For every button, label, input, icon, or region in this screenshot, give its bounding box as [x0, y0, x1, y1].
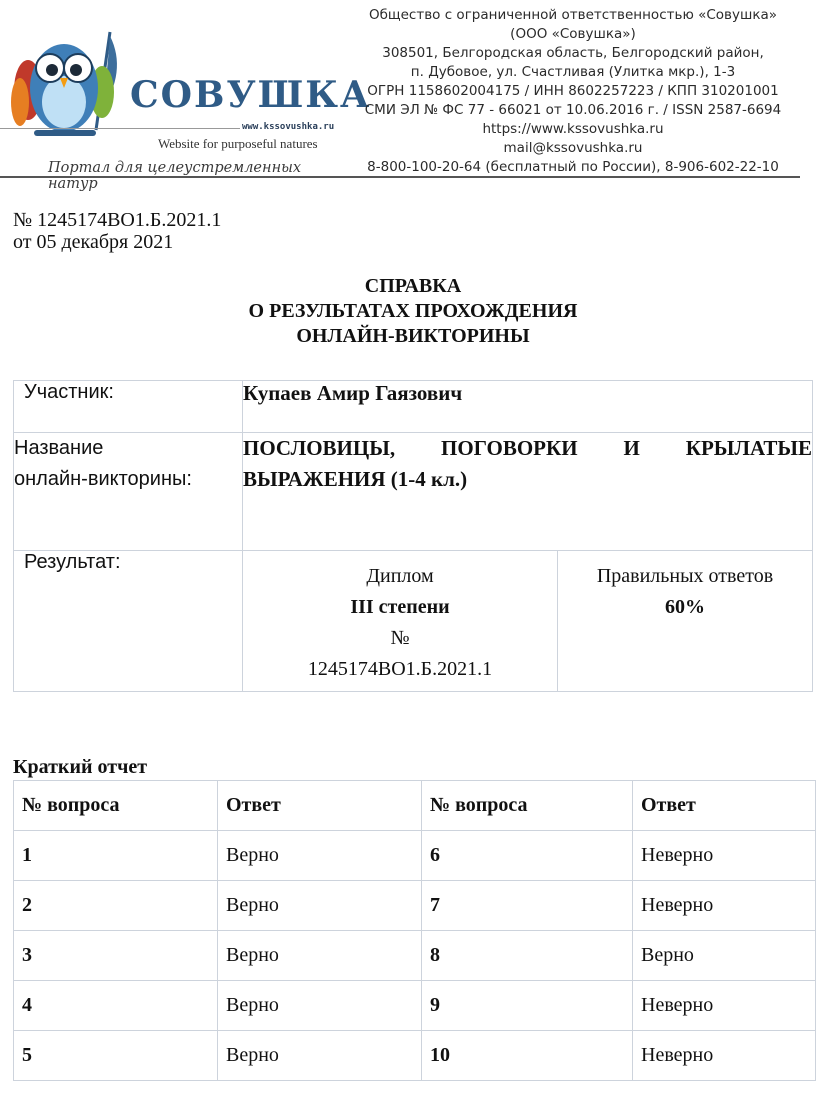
diploma-number: 1245174ВО1.Б.2021.1: [307, 658, 493, 680]
answer-status: Верно: [218, 981, 422, 1031]
document-date: от 05 декабря 2021: [13, 231, 174, 253]
question-number: 10: [422, 1031, 633, 1081]
answer-status: Неверно: [633, 1031, 816, 1081]
col-header: Ответ: [218, 781, 422, 831]
participant-row: [14, 381, 813, 433]
company-line: СМИ ЭЛ № ФС 77 - 66021 от 10.06.2016 г. / ISSN 2587-6694: [364, 102, 782, 118]
diploma-line: №: [390, 627, 410, 649]
owl-logo-icon: [10, 30, 140, 140]
quiz-label: [14, 433, 243, 551]
question-number: 1: [14, 831, 218, 881]
table-row: [14, 831, 816, 881]
answer-status: Верно: [633, 931, 816, 981]
title-line: ОНЛАЙН-ВИКТОРИНЫ: [296, 325, 530, 347]
company-line: п. Дубовое, ул. Счастливая (Улитка мкр.), 1-3: [410, 64, 736, 80]
result-row: [14, 551, 813, 692]
page-title: [0, 274, 816, 349]
diploma-cell: [243, 551, 558, 692]
header-divider: [0, 176, 800, 178]
company-email[interactable]: mail@kssovushka.ru: [503, 140, 643, 156]
question-number: 4: [14, 981, 218, 1031]
logo-divider: [0, 128, 240, 129]
logo-site: www.kssovushka.ru: [242, 122, 335, 132]
document-number: № 1245174ВО1.Б.2021.1: [13, 209, 222, 231]
diploma-line: Диплом: [366, 565, 434, 587]
quiz-name: ПОСЛОВИЦЫ, ПОГОВОРКИ И КРЫЛАТЫЕ ВЫРАЖЕНИЯ (1-4 кл.): [243, 433, 813, 551]
col-header: Ответ: [633, 781, 816, 831]
logo-tagline: Website for purposeful natures: [158, 136, 318, 151]
question-number: 3: [14, 931, 218, 981]
document-meta: [13, 209, 221, 253]
question-number: 2: [14, 881, 218, 931]
report-title: Краткий отчет: [13, 756, 148, 778]
answer-status: Верно: [218, 931, 422, 981]
table-row: [14, 981, 816, 1031]
col-header: № вопроса: [14, 781, 218, 831]
quiz-label-line: онлайн-викторины:: [14, 468, 192, 490]
company-link[interactable]: https://www.kssovushka.ru: [482, 121, 664, 137]
logo-name: СОВУШКА: [130, 74, 372, 116]
logo-slogan: Портал для целеустремленных натур: [48, 160, 302, 192]
diploma-degree: III степени: [350, 596, 450, 618]
company-line: Общество с ограниченной ответственностью «Совушка»: [368, 7, 778, 23]
answer-status: Верно: [218, 1031, 422, 1081]
answer-status: Верно: [218, 831, 422, 881]
result-label: Результат:: [14, 551, 243, 692]
table-row: [14, 931, 816, 981]
correct-answers-cell: [558, 551, 813, 692]
correct-answers-value: 60%: [665, 596, 705, 618]
answer-status: Неверно: [633, 831, 816, 881]
question-number: 7: [422, 881, 633, 931]
logo: [10, 30, 372, 192]
info-table: [13, 380, 813, 692]
company-phone: 8-800-100-20-64 (бесплатный по России), 8-906-602-22-10: [367, 159, 779, 175]
title-line: О РЕЗУЛЬТАТАХ ПРОХОЖДЕНИЯ: [248, 300, 578, 322]
answer-status: Верно: [218, 881, 422, 931]
company-line: (ООО «Совушка»): [510, 26, 636, 42]
quiz-row: [14, 433, 813, 551]
participant-label: Участник:: [14, 381, 243, 433]
col-header: № вопроса: [422, 781, 633, 831]
question-number: 5: [14, 1031, 218, 1081]
table-row: [14, 881, 816, 931]
participant-name: Купаев Амир Гаязович: [243, 381, 813, 433]
company-details: [338, 6, 808, 177]
letterhead: [0, 0, 816, 192]
company-line: 308501, Белгородская область, Белгородский район,: [382, 45, 764, 61]
report-header-row: [14, 781, 816, 831]
answer-status: Неверно: [633, 981, 816, 1031]
question-number: 9: [422, 981, 633, 1031]
table-row: [14, 1031, 816, 1081]
correct-answers-label: Правильных ответов: [596, 565, 774, 587]
answer-status: Неверно: [633, 881, 816, 931]
question-number: 8: [422, 931, 633, 981]
company-line: ОГРН 1158602004175 / ИНН 8602257223 / КПП 310201001: [367, 83, 779, 99]
title-line: СПРАВКА: [364, 275, 462, 297]
report-table: [13, 780, 816, 1081]
question-number: 6: [422, 831, 633, 881]
quiz-label-line: Название: [14, 437, 104, 459]
